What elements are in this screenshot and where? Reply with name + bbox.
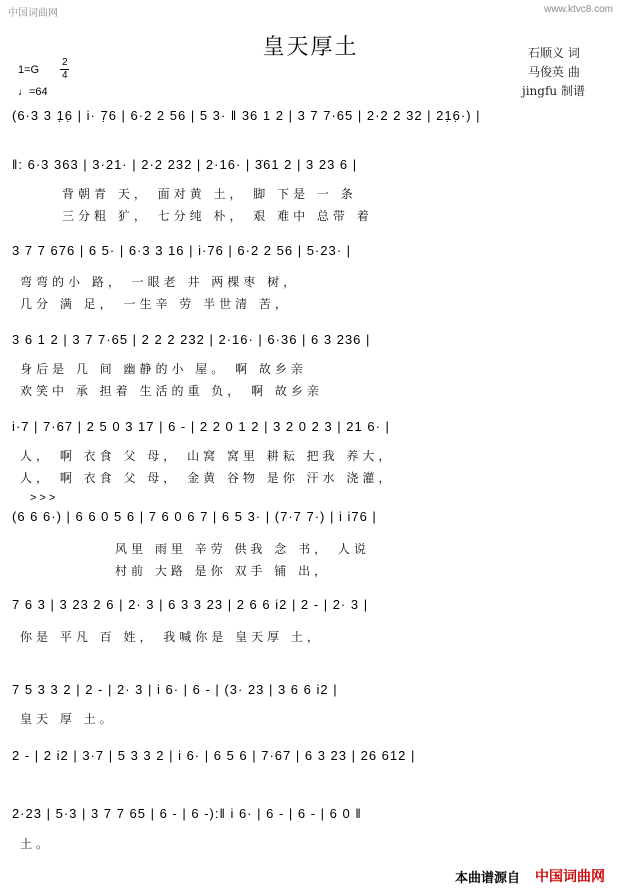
watermark-right: www.ktvc8.com [544, 4, 613, 15]
lyrics-line-5a: 人， 啊 衣食 父 母， 山窝 窝里 耕耘 把我 养大， [20, 449, 395, 463]
score-line-1: (6·3 3 1̣6̣ | i· 7̣6 | 6·2 2 56 | 5 3· ‖ 36 1 2 | 3 7 7·65 | 2·2 2 32 | 21̣6̣·) | [12, 108, 481, 123]
lyrics-line-3a: 弯弯的小 路， 一眼老 井 两棵枣 树， [20, 275, 300, 289]
lyricist-credit: 石顺义 词 [528, 46, 580, 60]
lyrics-line-6a: 风里 雨里 辛劳 供我 念 书， 人说 [115, 542, 370, 556]
score-line-2: ‖: 6·3 363 | 3·21· | 2·2 232 | 2·16· | 3̇61 2 | 3 23 6 | [12, 157, 358, 172]
score-line-6: (6 6 6·) | 6 6 0 5 6 | 7 6 0 6 7 | 6 5 3· | (7·7 7·) | i i76 | [12, 509, 377, 524]
score-line-9: 2 - | 2 i2 | 3·7 | 5 3 3 2 | i 6· | 6 5 6 | 7·67 | 6 3 23 | 26 612 | [12, 748, 416, 763]
score-line-4: 3 6 1 2 | 3 7 7·65 | 2 2 2 232 | 2·16· | 6·36 | 6 3 236 | [12, 332, 371, 347]
score-line-7: 7 6 3 | 3 23 2 6 | 2· 3 | 6 3 3 23 | 2 6 6 i2 | 2 - | 2· 3 | [12, 597, 369, 612]
score-line-10: 2·23 | 5·3 | 3 7 7 65 | 6 - | 6 -):‖ i 6· | 6 - | 6 - | 6 0 ‖ [12, 806, 362, 821]
lyrics-line-8a: 皇天 厚 土。 [20, 712, 116, 726]
key-signature: 1=G [18, 64, 40, 76]
time-signature-top: 2 [62, 57, 68, 68]
lyrics-line-2a: 背朝青 天， 面对黄 土， 脚 下是 一 条 [62, 187, 357, 201]
score-line-5: i·7 | 7·67 | 2 5 0 3 17 | 6 - | 2 2 0 1 2 | 3 2 0 2 3 | 21 6· | [12, 419, 390, 434]
lyrics-line-6b: 村前 大路 是你 双手 铺 出， [115, 564, 331, 578]
lyrics-line-4b: 欢笑中 承 担着 生活的重 负， 啊 故乡亲 [20, 384, 323, 398]
lyrics-line-2b: 三分粗 犷， 七分纯 朴， 艰 难中 总带 着 [62, 209, 373, 223]
arranger-credit: jingfu 制谱 [522, 84, 585, 98]
footer-site-link[interactable]: 中国词曲网 [535, 868, 605, 884]
lyrics-line-10a: 土。 [20, 837, 53, 851]
tempo-marking: ♩=64 [18, 86, 48, 98]
composer-credit: 马俊英 曲 [528, 65, 580, 79]
time-signature-bottom: 4 [62, 70, 68, 81]
footer-source: 本曲谱源自 [455, 870, 521, 885]
lyrics-line-3b: 几分 满 足， 一生辛 劳 半世清 苦， [20, 297, 291, 311]
lyrics-line-5b: 人， 啊 衣食 父 母， 金黄 谷物 是你 汗水 浇灌， [20, 471, 395, 485]
accent-marks-5: > > > [30, 492, 56, 504]
song-title: 皇天厚土 [262, 35, 359, 60]
lyrics-line-4a: 身后是 几 间 幽静的小 屋。 啊 故乡亲 [20, 362, 307, 376]
score-line-3: 3 7 7 676 | 6 5· | 6·3 3 16 | i·76 | 6·2 2 56 | 5·23· | [12, 243, 352, 258]
lyrics-line-7a: 你是 平凡 百 姓， 我喊你是 皇天厚 土， [20, 630, 323, 644]
watermark-left: 中国词曲网 [8, 8, 58, 19]
score-line-8: 7 5 3 3 2 | 2 - | 2· 3 | i 6· | 6 - | (3· 23 | 3 6 6 i2 | [12, 682, 338, 697]
